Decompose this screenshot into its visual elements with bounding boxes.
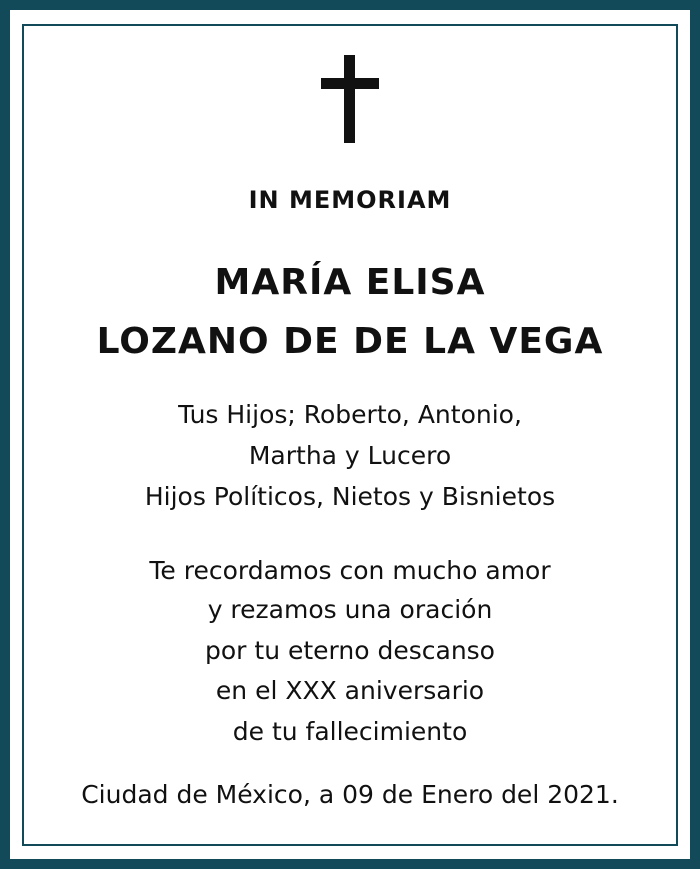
family-line-2: Martha y Lucero [248,441,452,470]
cross-icon [321,55,379,143]
cross-horizontal-bar [321,78,379,89]
family-line-1: Tus Hijos; Roberto, Antonio, [178,400,522,429]
message-line-4: en el XXX aniversario [215,676,485,705]
deceased-name-line-2: LOZANO DE DE LA VEGA [96,321,604,362]
message-line-1: Te recordamos con mucho amor [149,556,551,585]
deceased-name-line-1: MARÍA ELISA [214,262,486,303]
place-and-date: Ciudad de México, a 09 de Enero del 2021. [81,780,619,809]
in-memoriam-heading: IN MEMORIAM [248,186,452,214]
message-line-5: de tu fallecimiento [232,717,468,746]
message-line-2: y rezamos una oración [207,595,493,624]
cross-vertical-bar [344,55,355,143]
message-line-3: por tu eterno descanso [205,636,495,665]
family-line-3: Hijos Políticos, Nietos y Bisnietos [144,482,556,511]
